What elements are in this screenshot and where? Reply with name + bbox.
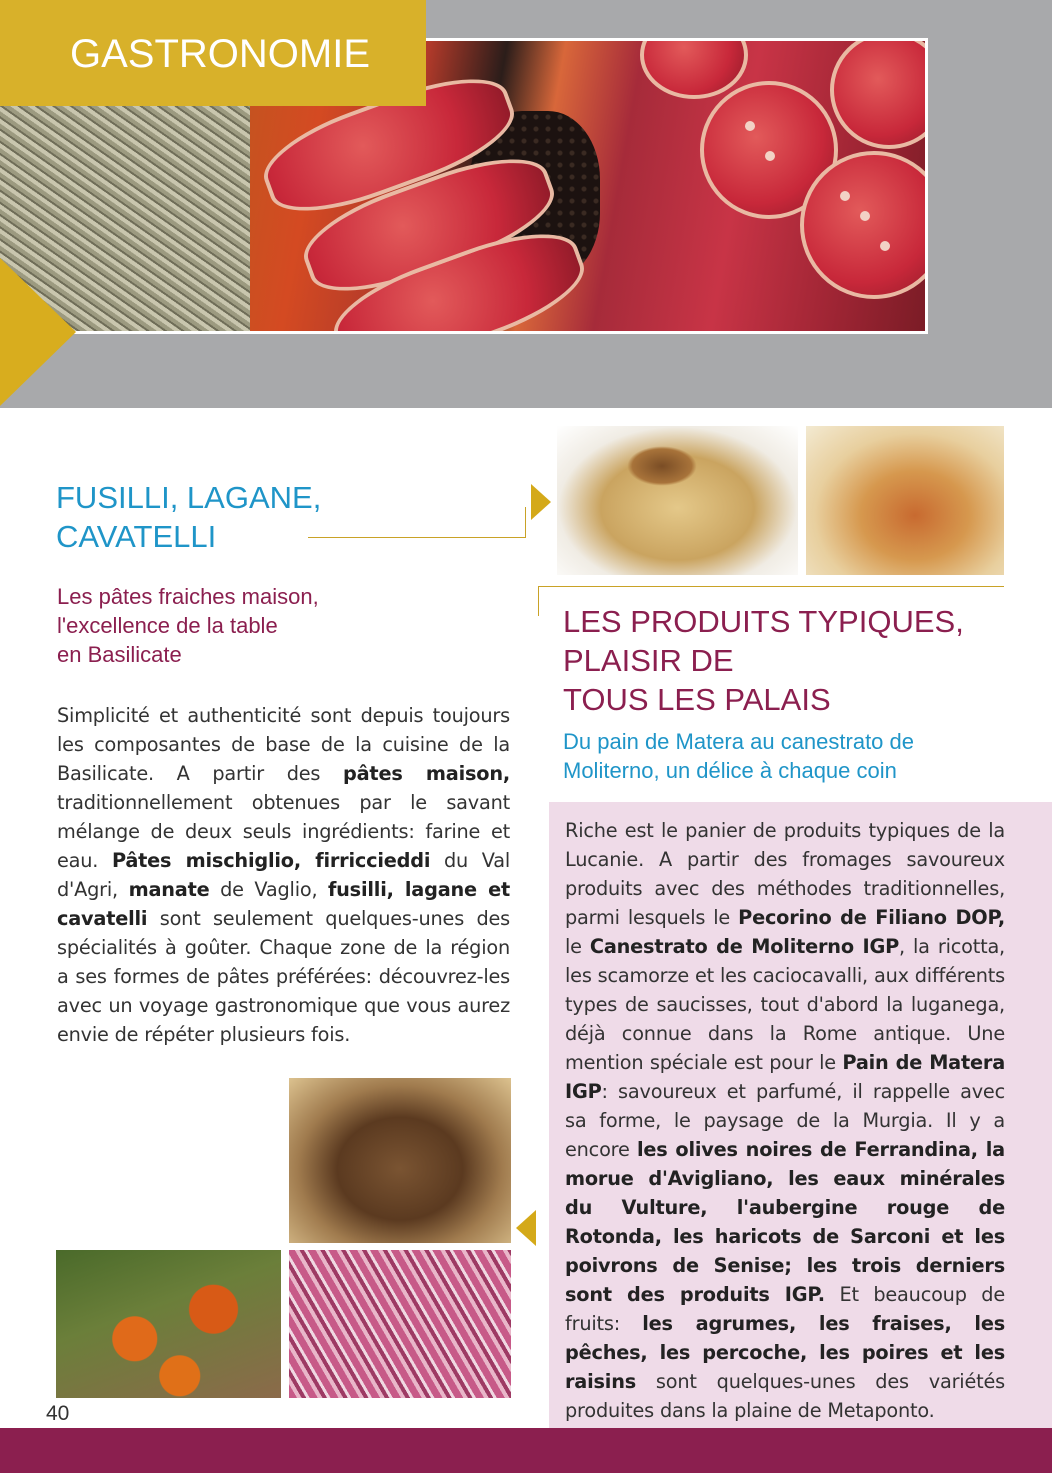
- arrow-right-decoration: [531, 484, 551, 520]
- photo-bread-basket: [56, 1078, 281, 1243]
- right-title-rule: [538, 586, 1004, 587]
- photo-beans: [289, 1250, 511, 1398]
- left-subtitle: [57, 582, 477, 669]
- left-title-rule-vertical: [525, 507, 526, 538]
- right-title-line: PLAISIR DE: [563, 643, 734, 678]
- photo-matera-bread: [289, 1078, 511, 1243]
- footer-band: [0, 1428, 1052, 1473]
- right-section-title: [563, 602, 1013, 719]
- left-body-text: Simplicité et authenticité sont depuis toujours les composantes de base de la cuisine de la Basilicate. A partir des pâtes maison, traditionnellement obtenues par le savant mélange de deux seuls ingrédients: farine et eau. Pâtes mischiglio, firriccieddi du Val d'Agri, manate de Vaglio, fusilli, lagane et cavatelli sont seulement quelques-unes des spécialités à goûter. Chaque zone de la région a ses formes de pâtes préférées: découvrez-les avec un voyage gastronomique que vous aurez envie de répéter plusieurs fois.: [57, 704, 510, 1046]
- right-title-line: LES PRODUITS TYPIQUES,: [563, 604, 964, 639]
- left-subtitle-line: Les pâtes fraiches maison,: [57, 584, 319, 609]
- category-title: GASTRONOMIE: [70, 32, 371, 76]
- right-title-line: TOUS LES PALAIS: [563, 682, 831, 717]
- salami-slice: [640, 38, 748, 99]
- photo-red-aubergines: [56, 1250, 281, 1398]
- right-title-rule-vertical: [538, 586, 539, 616]
- left-subtitle-line: en Basilicate: [57, 642, 182, 667]
- photo-pasta-dish: [557, 426, 798, 575]
- left-title-text: FUSILLI, LAGANE, CAVATELLI: [56, 480, 322, 554]
- page-number: 40: [46, 1402, 70, 1425]
- salami-slice: [830, 38, 928, 149]
- right-subtitle-line: Moliterno, un délice à chaque coin: [563, 758, 897, 783]
- left-section-title: [56, 478, 456, 556]
- left-title-rule: [308, 537, 526, 538]
- right-body-text: Riche est le panier de produits typiques de la Lucanie. A partir des fromages savoureux produits avec des méthodes traditionnelles, parmi lesquels le Pecorino de Filiano DOP, le Canestrato de Moliterno IGP, la ricotta, les scamorze et les caciocavalli, aux différents types de saucisses, tout d'abord la luganega, déjà connue dans la Rome antique. Une mention spéciale est pour le Pain de Matera IGP: savoureux et parfumé, il rappelle avec sa forme, le paysage de la Murgia. Il y a encore les olives noires de Ferrandina, la morue d'Avigliano, les eaux minérales du Vulture, l'aubergine rouge de Rotonda, les haricots de Sarconi et les poivrons de Senise; les trois derniers sont des produits IGP. Et beaucoup de fruits: les agrumes, les fraises, les pêches, les percoche, les poires et les raisins sont quelques-unes des variétés produites dans la plaine de Metaponto.: [565, 819, 1006, 1422]
- photo-baked-dish: [806, 426, 1004, 575]
- right-subtitle: [563, 727, 1013, 785]
- right-subtitle-line: Du pain de Matera au canestrato de: [563, 729, 915, 754]
- left-subtitle-line: l'excellence de la table: [57, 613, 278, 638]
- header-arrow-decoration: [0, 258, 76, 406]
- arrow-left-decoration: [516, 1210, 536, 1246]
